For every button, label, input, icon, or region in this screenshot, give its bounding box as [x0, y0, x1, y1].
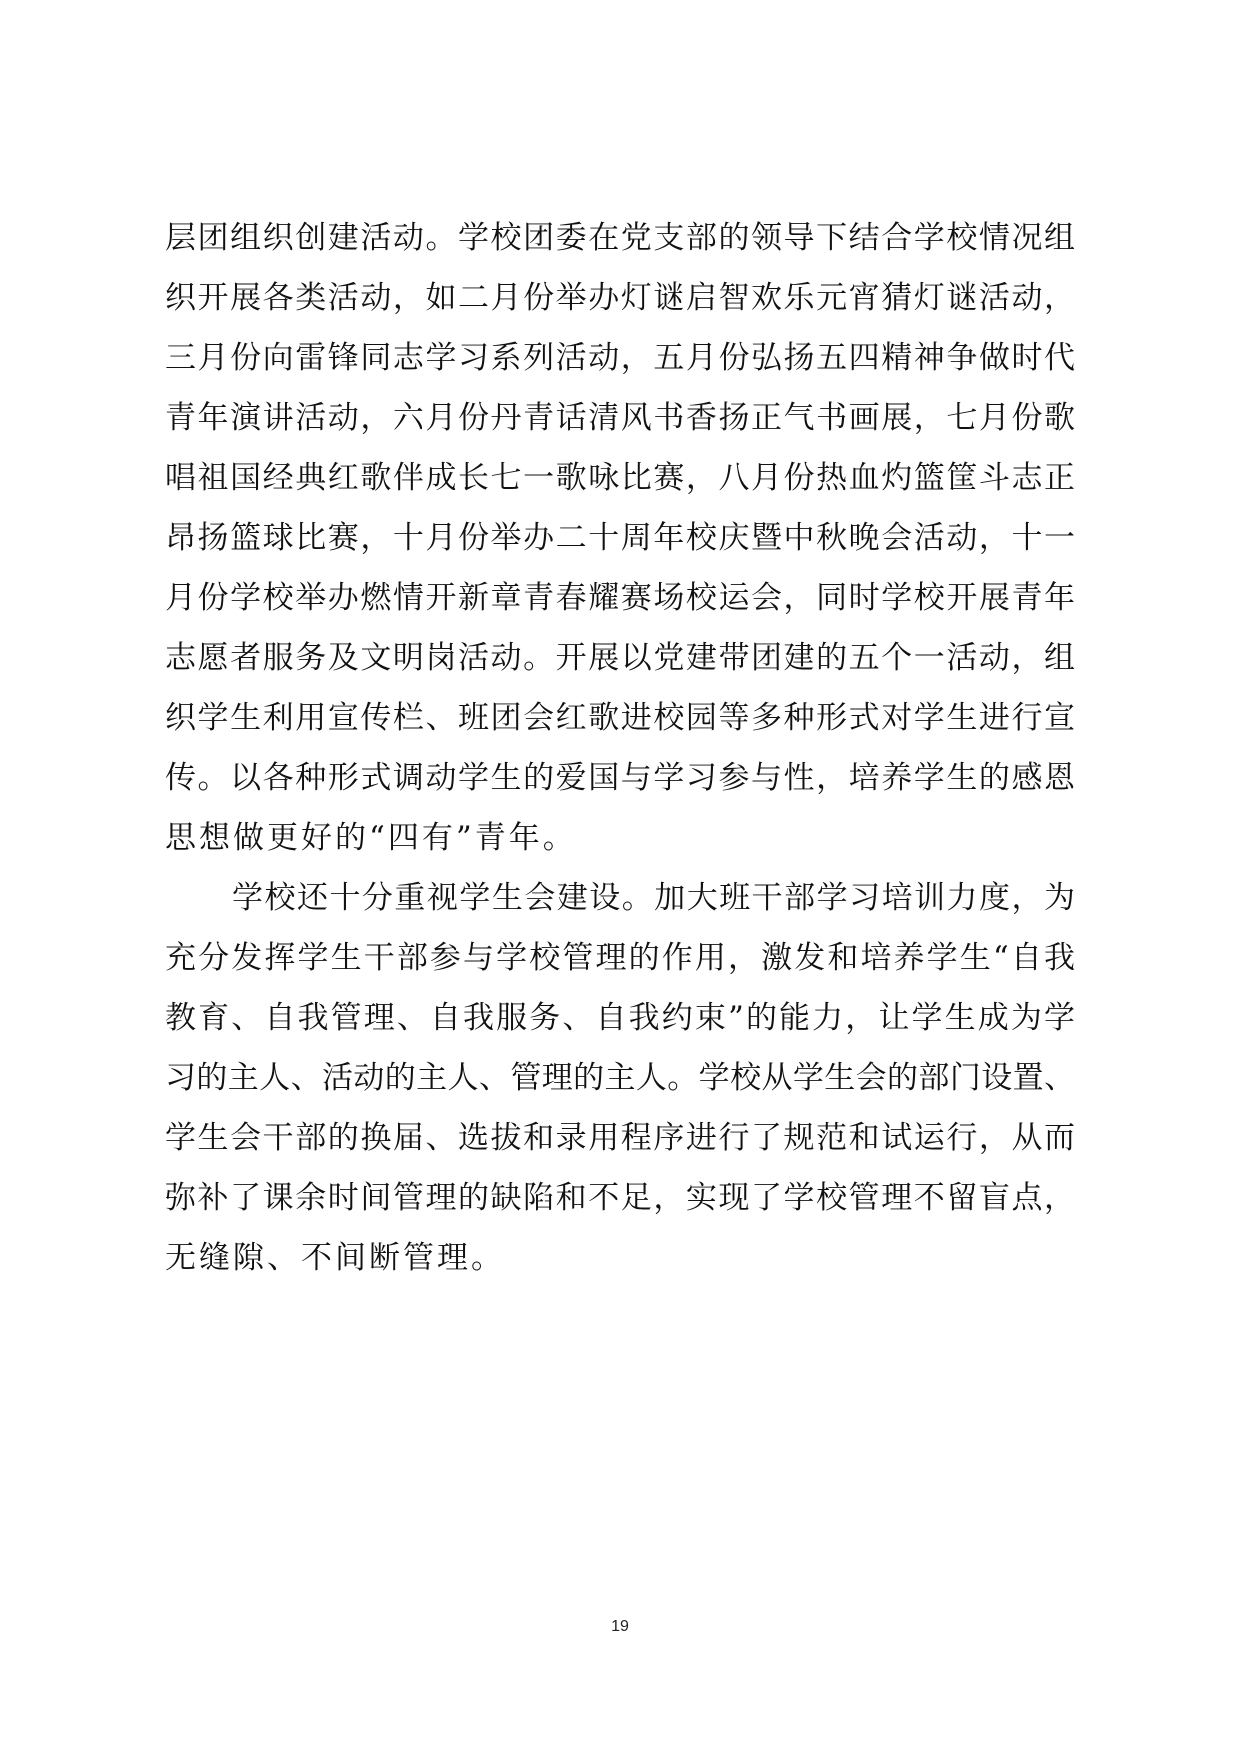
text-line: 层团组织创建活动。学校团委在党支部的领导下结合学校情况组 [165, 220, 1075, 256]
text-line: 教育、自我管理、自我服务、自我约束”的能力，让学生成为学 [165, 1000, 1075, 1036]
text-line: 三月份向雷锋同志学习系列活动，五月份弘扬五四精神争做时代 [165, 340, 1075, 376]
text-line: 弥补了课余时间管理的缺陷和不足，实现了学校管理不留盲点， [165, 1180, 1075, 1216]
text-line: 青年演讲活动，六月份丹青话清风书香扬正气书画展，七月份歌 [165, 400, 1075, 436]
text-line: 习的主人、活动的主人、管理的主人。学校从学生会的部门设置、 [165, 1060, 1075, 1096]
text-line: 充分发挥学生干部参与学校管理的作用，激发和培养学生“自我 [165, 940, 1075, 976]
page-number: 19 [611, 1618, 629, 1635]
text-line: 月份学校举办燃情开新章青春耀赛场校运会，同时学校开展青年 [165, 580, 1075, 616]
text-line: 昂扬篮球比赛，十月份举办二十周年校庆暨中秋晚会活动，十一 [165, 520, 1075, 556]
text-line: 学校还十分重视学生会建设。加大班干部学习培训力度，为 [232, 880, 1075, 916]
text-line: 传。以各种形式调动学生的爱国与学习参与性，培养学生的感恩 [165, 760, 1075, 796]
text-line: 学生会干部的换届、选拔和录用程序进行了规范和试运行，从而 [165, 1120, 1075, 1156]
text-line: 无缝隙、不间断管理。 [165, 1240, 505, 1276]
text-line: 织开展各类活动，如二月份举办灯谜启智欢乐元宵猜灯谜活动， [165, 280, 1075, 316]
text-line: 唱祖国经典红歌伴成长七一歌咏比赛，八月份热血灼篮筐斗志正 [165, 460, 1075, 496]
text-line: 志愿者服务及文明岗活动。开展以党建带团建的五个一活动，组 [165, 640, 1075, 676]
text-line: 思想做更好的“四有”青年。 [165, 820, 577, 856]
text-line: 织学生利用宣传栏、班团会红歌进校园等多种形式对学生进行宣 [165, 700, 1075, 736]
